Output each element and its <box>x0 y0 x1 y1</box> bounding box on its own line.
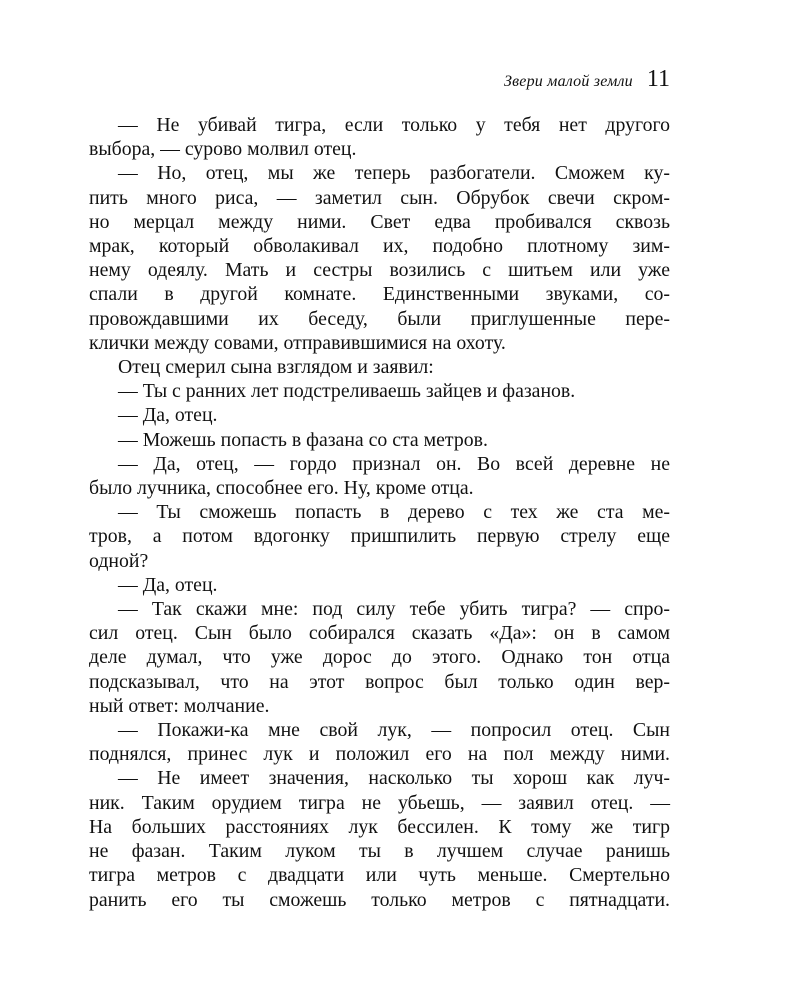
text-line: — Но, отец, мы же теперь разбогатели. Сможем ку- <box>118 162 670 185</box>
page-number: 11 <box>646 66 670 92</box>
text-line: ник. Таким орудием тигра не убьешь, — заявил отец. — <box>89 791 670 814</box>
text-line: Отец смерил сына взглядом и заявил: <box>118 356 434 379</box>
text-line: — Можешь попасть в фазана со ста метров. <box>118 428 488 451</box>
text-line: — Да, отец, — гордо признал он. Во всей деревне не <box>118 452 670 475</box>
text-line: тров, а потом вдогонку пришпилить первую стрелу еще <box>89 525 670 548</box>
text-line: мрак, который обволакивал их, подобно плотному зим- <box>89 235 670 258</box>
text-line: — Покажи-ка мне свой лук, — попросил отец. Сын <box>118 719 670 742</box>
text-line: не фазан. Таким луком ты в лучшем случае ранишь <box>89 840 670 863</box>
text-line: — Так скажи мне: под силу тебе убить тигра? — спро- <box>118 598 670 621</box>
text-line: спали в другой комнате. Единственными звуками, со- <box>89 283 670 306</box>
text-line: сил отец. Сын было собирался сказать «Да»: он в самом <box>89 622 670 645</box>
text-line: — Ты с ранних лет подстреливаешь зайцев и фазанов. <box>118 380 576 403</box>
text-line: нему одеялу. Мать и сестры возились с шитьем или уже <box>89 259 670 282</box>
text-line: было лучника, способнее его. Ну, кроме отца. <box>89 477 474 500</box>
running-header <box>504 66 670 93</box>
text-line: поднялся, принес лук и положил его на пол между ними. <box>89 743 670 766</box>
running-title: Звери малой земли <box>504 73 633 90</box>
text-line: — Да, отец. <box>118 573 218 596</box>
text-line: — Не имеет значения, насколько ты хорош как луч- <box>118 767 670 790</box>
body-text <box>89 113 670 912</box>
text-line: — Не убивай тигра, если только у тебя нет другого <box>118 114 670 136</box>
text-line: — Да, отец. <box>118 404 218 427</box>
text-line: — Ты сможешь попасть в дерево с тех же ста ме- <box>118 501 670 524</box>
text-line: ранить его ты сможешь только метров с пятнадцати. <box>89 888 670 911</box>
text-line: деле думал, что уже дорос до этого. Однако тон отца <box>89 646 670 669</box>
text-line: клички между совами, отправившимися на охоту. <box>89 331 506 354</box>
text-line: но мерцал между ними. Свет едва пробивался сквозь <box>89 210 670 233</box>
text-line: ный ответ: молчание. <box>89 694 270 717</box>
text-line: На больших расстояниях лук бессилен. К тому же тигр <box>89 815 670 838</box>
text-line: одной? <box>89 549 149 572</box>
text-line: тигра метров с двадцати или чуть меньше. Смертельно <box>89 864 670 887</box>
text-line: подсказывал, что на этот вопрос был только один вер- <box>89 670 670 693</box>
text-line: провождавшими их беседу, были приглушенные пере- <box>89 307 670 330</box>
text-line: выбора, — сурово молвил отец. <box>89 138 357 161</box>
text-line: пить много риса, — заметил сын. Обрубок свечи скром- <box>89 186 670 209</box>
